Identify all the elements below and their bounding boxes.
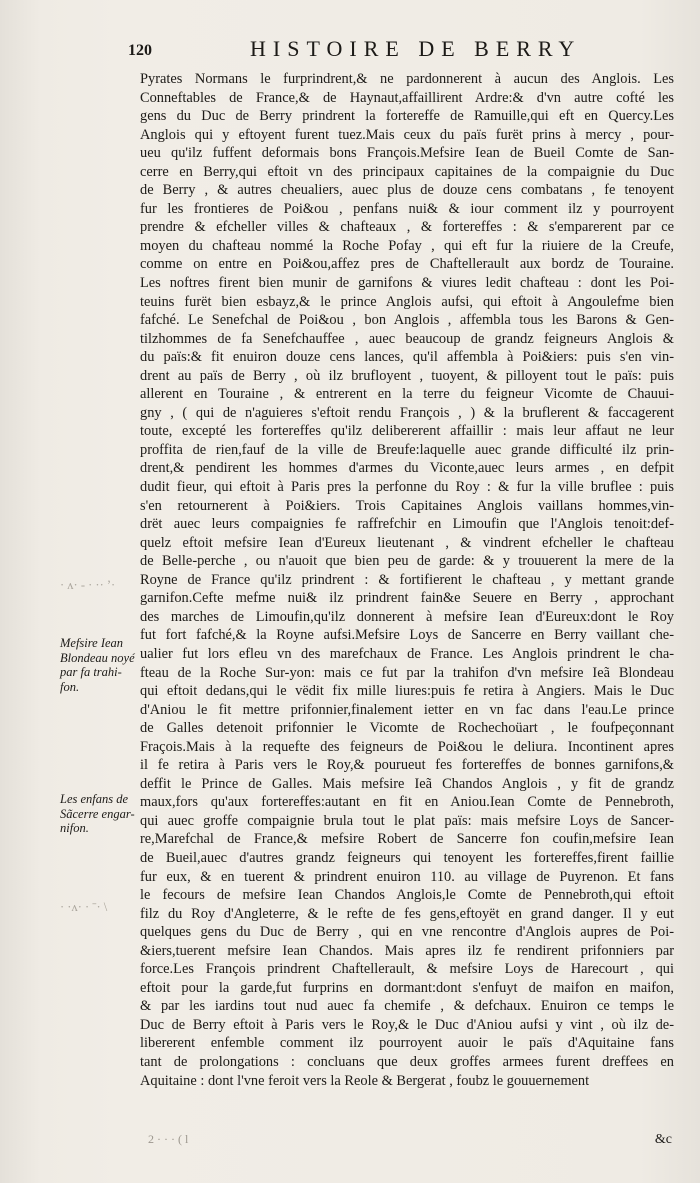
text-line: teuins furët bien esbayz,& le prince Anglois aufsi, qui eftoit à Angoulefme bien <box>140 293 674 310</box>
text-line: Conneftables de France,& de Haynaut,affaillirent Ardre:& d'vn autre cofté les <box>140 89 674 106</box>
text-line: s'en retournerent à Poi&iers. Trois Capitaines Anglois vaillans hommes,vin- <box>140 497 674 514</box>
text-line: de Berry , & autres cheualiers, auec plus de douze cens combatans , fe tenoyent <box>140 182 674 199</box>
text-line: ueu qu'ilz fuffent deformais bons François.Mefsire Iean de Bueil Comte de San- <box>140 145 674 162</box>
text-line: & par les iardins tout nud auec fa chemife , & defchaux. Enuiron ce temps le <box>140 998 674 1015</box>
text-line: Royne de France qu'ilz prindrent : & fortifierent le chafteau , y mettant grande <box>140 571 674 588</box>
text-line: maux,fors qu'aux fortereffes:autant en fit en Aniou.Iean Comte de Pennebroth, <box>140 794 674 811</box>
text-line: de Bueil,auec d'autres grandz feigneurs qui tenoyent les fortereffes,firent faillie <box>140 849 674 866</box>
text-line: qui eftoit dedans,qui le vëdit fix mille liures:puis fe retira à Angiers. Mais le Duc <box>140 683 674 700</box>
margin-note-sancerre: Les enfans de Sãcerre engar- nifon. <box>60 792 135 835</box>
text-line: Les noftres firent bien munir de garnifons & viures ledit chafteau : dont les Poi- <box>140 275 674 292</box>
text-line: prendre & efcheller villes & chafteaux , & fortereffes : & s'emparerent par ce <box>140 219 674 236</box>
text-line: eftoit pour la garde,fut furprins en dormant:dont s'enfuyt de maifon en maifon, <box>140 979 674 996</box>
text-line: filz du Roy d'Angleterre, & le refte de fes gens,eftoyët en grand danger. Il y eut <box>140 905 674 922</box>
margin-note-blondeau: Mefsire Iean Blondeau noyé par fa trahi- fon. <box>60 636 135 694</box>
text-line: le fecours de mefsire Iean Chandos Anglois,le Comte de Pennebroth,qui eftoit <box>140 887 674 904</box>
text-line: des marches de Limoufin,qu'ilz donnerent à mefsire Iean d'Eureux:dont le Roy <box>140 608 674 625</box>
text-line: Anglois qui y eftoyent furent tuez.Mais ceux du païs furët prins à mercy , pour- <box>140 126 674 143</box>
text-line: Duc de Berry eftoit à Paris vers le Roy,& le Duc d'Aniou aufsi y vint , où ilz de- <box>140 1016 674 1033</box>
catchword: &c <box>654 1132 672 1147</box>
text-line: force.Les François prindrent Chaftellerault, & mefsire Loys de Harecourt , qui <box>140 961 674 978</box>
text-line: gny , ( qui de n'aguieres s'eftoit rendu François , ) & la bruflerent & faccagerent <box>140 404 674 421</box>
text-line: du païs:& fit enuiron douze cens lances, qu'il affembla à Poi&iers: puis s'en vin- <box>140 349 674 366</box>
text-line: d'Aniou le fit mettre prifonnier,finalement ietter en vn fac dans l'eau.Le prince <box>140 701 674 718</box>
page-number: 120 <box>128 42 152 59</box>
text-line: de Belle-perche , ou n'auoit que bien peu de garde: & y trouuerent la mere de la <box>140 553 674 570</box>
text-line: comme on entre en Poi&ou,affez pres de Chaftellerault aux bordz de Touraine. <box>140 256 674 273</box>
text-line: libererent enfemble comment ilz pourroyent auoir le païs d'Aquitaine fans <box>140 1035 674 1052</box>
text-line: toute, excepté les fortereffes qu'ilz delibererent affaillir : mais leur affaut ne leur <box>140 423 674 440</box>
margin-ghost-text-top: · ʌ· - · ·· ʼ· <box>60 578 116 592</box>
text-line: proffita de rien,fauf de la ville de Breufe:laquelle auec grande difficulté ilz prin- <box>140 441 674 458</box>
text-line: il fe retira à Paris vers le Roy,& pourueut fes fortereffes de bonnes garnifons,& <box>140 757 674 774</box>
text-line: gens du Duc de Berry prindrent la fortereffe de Ramuille,qui eft en Quercy.Les <box>140 108 674 125</box>
text-line: drent au païs de Berry , où ilz brufloyent , tuoyent, & pilloyent tout le païs: puis <box>140 367 674 384</box>
text-line: tant de prolongations : concluans que deux groffes armees furent dreffees en <box>140 1053 674 1070</box>
text-line: dudit fieur, qui eftoit à Paris pres la perfonne du Roy : & fur la ville bruflee : puis <box>140 479 674 496</box>
text-line: fafché. Le Senefchal de Poi&ou , bon Anglois , affembla tous les Barons & Gen- <box>140 312 674 329</box>
text-line: fteau de la Roche Sur-yon: mais ce fut par la trahifon d'vn mefsire Ieã Blondeau <box>140 664 674 681</box>
text-line: drët auec leurs compaignies fe raffrefchir en Limoufin que l'Anglois tenoit:def- <box>140 516 674 533</box>
text-line: quelz eftoit mefsire Iean d'Eureux lieutenant , & vindrent efcheller le chafteau <box>140 534 674 551</box>
text-line: fur eux, & en tuerent & prindrent enuiron 110. au village de Puyrenon. Et fans <box>140 868 674 885</box>
signature-mark: 2 · · · ( l <box>148 1132 189 1146</box>
text-line: allerent en Touraine , & entrerent en la terre du feigneur Vicomte de Chauui- <box>140 386 674 403</box>
text-line: re,Marefchal de France,& mefsire Robert de Sancerre fon coufin,mefsire Iean <box>140 831 674 848</box>
text-line: de Galles detenoit prifonnier le Vicomte de Rochechoüart , le foufpeçonnant <box>140 720 674 737</box>
margin-ghost-text-bottom: · ·ʌ· · ˉ· \ <box>60 900 108 914</box>
text-line: qui auec groffe compaignie brula tout le plat païs: mais mefsire Loys de Sancer- <box>140 812 674 829</box>
main-text-block <box>140 70 674 1090</box>
text-line: moyen du chafteau nommé la Roche Pofay , qui eft fur la riuiere de la Creufe, <box>140 237 674 254</box>
text-line: Fraçois.Mais à la requefte des feigneurs de Poi&ou le deliura. Incontinent apres <box>140 738 674 755</box>
text-line: &iers,tuerent mefsire Iean Chandos. Mais apres ilz fe rendirent prifonniers par <box>140 942 674 959</box>
running-title: HISTOIRE DE BERRY <box>250 36 582 61</box>
text-line: ualier fut lors efleu vn des marefchaux de France. Les Anglois prindrent le cha- <box>140 645 674 662</box>
text-line: fut fort fafché,& la Royne aufsi.Mefsire Loys de Sancerre en Berry vaillant che- <box>140 627 674 644</box>
text-line: quelques gens du Duc de Berry , qui en vne rencontre d'Anglois aupres de Poi- <box>140 924 674 941</box>
text-line: cerre en Berry,qui eftoit vn des principaux capitaines de la compaignie du Duc <box>140 163 674 180</box>
text-line: tilzhommes de fa Senefchauffee , auec beaucoup de grandz feigneurs Anglois & <box>140 330 674 347</box>
text-line: garnifon.Cefte mefme nui& ilz prindrent fain&e Seuere en Berry , approchant <box>140 590 674 607</box>
text-line: Pyrates Normans le furprindrent,& ne pardonnerent à aucun des Anglois. Les <box>140 71 674 87</box>
text-line: Aquitaine : dont l'vne feroit vers la Reole & Bergerat , foubz le gouuernement <box>140 1072 590 1089</box>
text-line: fur les frontieres de Poi&ou , penfans nui& & iour comment ilz y pourroyent <box>140 200 674 217</box>
text-line: drent,& pendirent les hommes d'armes du Viconte,auec leurs armes , en defpit <box>140 460 674 477</box>
page-header <box>128 34 648 64</box>
text-line: deffit le Prince de Galles. Mais mefsire Ieã Chandos Anglois , y fit de grandz <box>140 775 674 792</box>
